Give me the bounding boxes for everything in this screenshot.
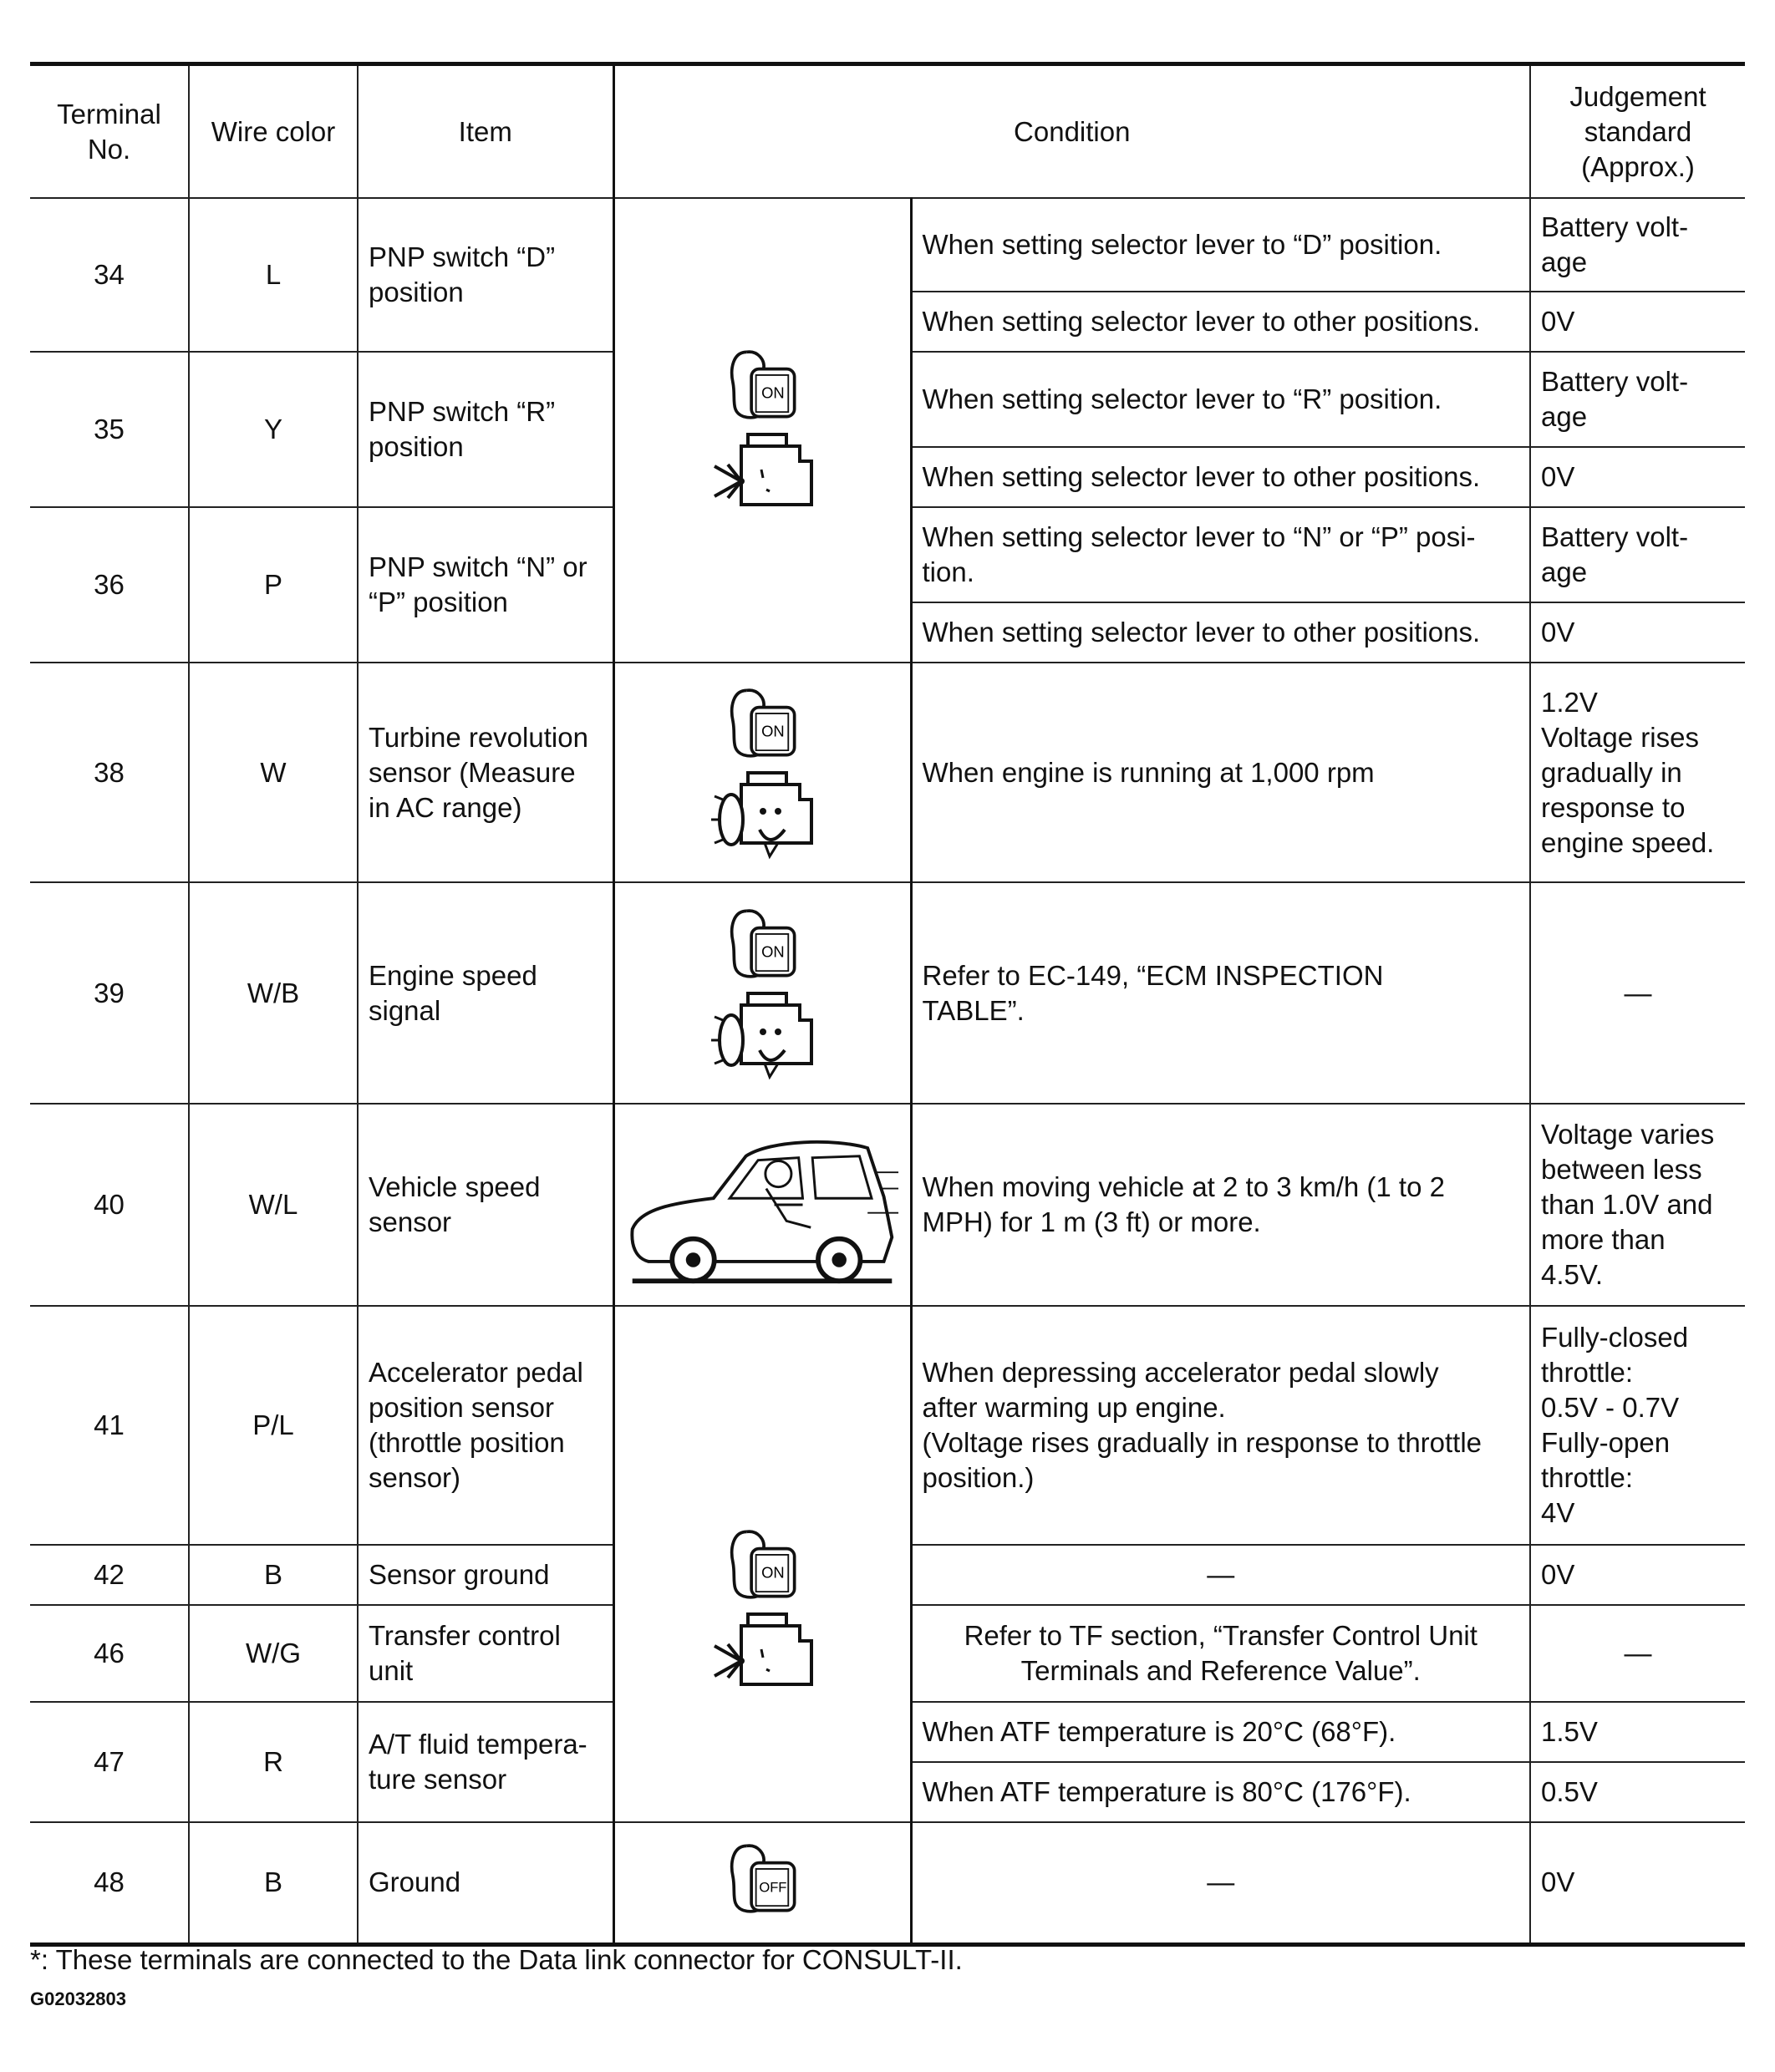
ignition-on-icon [716, 1526, 808, 1602]
judgement: 0V [1530, 1545, 1745, 1605]
item: Transfer control unit [358, 1605, 613, 1702]
item: PNP switch “N” or “P” position [358, 507, 613, 663]
condition: When engine is running at 1,000 rpm [911, 663, 1530, 882]
judgement: Fully-closed throttle: 0.5V - 0.7V Fully-open throttle: 4V [1530, 1306, 1745, 1545]
condition: When ATF temperature is 20°C (68°F). [911, 1702, 1530, 1762]
svg-text:ON: ON [761, 1563, 785, 1582]
table-header-row [30, 64, 1745, 199]
table-row [30, 1822, 1745, 1944]
judgement: — [1530, 1605, 1745, 1702]
ignition-on-icon [716, 684, 808, 761]
judgement: 0V [1530, 292, 1745, 352]
condition: When ATF temperature is 80°C (176°F). [911, 1762, 1530, 1822]
table-row [30, 663, 1745, 882]
wire-color: L [189, 198, 358, 352]
svg-text:ON: ON [761, 942, 785, 961]
condition: When setting selector lever to other positions. [911, 447, 1530, 507]
wire-color: W/G [189, 1605, 358, 1702]
terminal-no: 46 [30, 1605, 189, 1702]
item: A/T fluid tempera- ture sensor [358, 1702, 613, 1822]
wire-color: R [189, 1702, 358, 1822]
header-item: Item [358, 64, 613, 199]
condition-icons [613, 882, 911, 1104]
condition-icons [613, 198, 911, 663]
judgement: 0.5V [1530, 1762, 1745, 1822]
judgement: 1.5V [1530, 1702, 1745, 1762]
wire-color: Y [189, 352, 358, 507]
table-row [30, 198, 1745, 292]
item: Sensor ground [358, 1545, 613, 1605]
terminal-no: 41 [30, 1306, 189, 1545]
condition: When setting selector lever to other positions. [911, 292, 1530, 352]
item: Turbine revolution sensor (Measure in AC range) [358, 663, 613, 882]
terminal-no: 40 [30, 1104, 189, 1306]
footnote: *: These terminals are connected to the Data link connector for CONSULT-II. [30, 1944, 963, 1975]
condition-icons [613, 1306, 911, 1822]
terminal-no: 34 [30, 198, 189, 352]
wire-color: P [189, 507, 358, 663]
ignition-off-icon [716, 1840, 808, 1917]
header-condition: Condition [613, 64, 1530, 199]
judgement: Battery volt- age [1530, 198, 1745, 292]
table-row [30, 882, 1745, 1104]
wire-color: W [189, 663, 358, 882]
engine-stopped-icon [704, 1611, 821, 1694]
item: Ground [358, 1822, 613, 1944]
table-row [30, 1306, 1745, 1545]
condition: — [911, 1822, 1530, 1944]
condition: — [911, 1545, 1530, 1605]
engine-running-icon [704, 769, 821, 861]
figure-id: G02032803 [30, 1988, 126, 2009]
ignition-on-icon [716, 905, 808, 982]
svg-text:ON: ON [761, 722, 785, 740]
judgement: — [1530, 882, 1745, 1104]
item: Engine speed signal [358, 882, 613, 1104]
condition: When setting selector lever to other positions. [911, 602, 1530, 663]
svg-text:OFF: OFF [759, 1879, 787, 1896]
wire-color: B [189, 1822, 358, 1944]
judgement: Battery volt- age [1530, 352, 1745, 447]
condition-icons [613, 1104, 911, 1306]
condition: When depressing accelerator pedal slowly after warming up engine. (Voltage rises gradually in response to throttle position.) [911, 1306, 1530, 1545]
terminal-no: 39 [30, 882, 189, 1104]
item: PNP switch “D” position [358, 198, 613, 352]
judgement: 1.2V Voltage rises gradually in response to engine speed. [1530, 663, 1745, 882]
engine-running-icon [704, 990, 821, 1082]
condition: When setting selector lever to “R” position. [911, 352, 1530, 447]
terminal-no: 42 [30, 1545, 189, 1605]
item: Vehicle speed sensor [358, 1104, 613, 1306]
wire-color: B [189, 1545, 358, 1605]
table-row [30, 1104, 1745, 1306]
judgement: 0V [1530, 447, 1745, 507]
terminal-no: 38 [30, 663, 189, 882]
judgement: 0V [1530, 602, 1745, 663]
wire-color: W/L [189, 1104, 358, 1306]
condition: When setting selector lever to “N” or “P” posi- tion. [911, 507, 1530, 602]
engine-stopped-icon [704, 431, 821, 515]
terminal-reference-table [30, 62, 1745, 1947]
condition: Refer to TF section, “Transfer Control Unit Terminals and Reference Value”. [911, 1605, 1530, 1702]
header-terminal-no: Terminal No. [30, 64, 189, 199]
judgement: Voltage varies between less than 1.0V and more than 4.5V. [1530, 1104, 1745, 1306]
condition: Refer to EC-149, “ECM INSPECTION TABLE”. [911, 882, 1530, 1104]
condition-icons [613, 663, 911, 882]
wire-color: P/L [189, 1306, 358, 1545]
terminal-no: 36 [30, 507, 189, 663]
judgement: Battery volt- age [1530, 507, 1745, 602]
condition-icons [613, 1822, 911, 1944]
terminal-no: 47 [30, 1702, 189, 1822]
terminal-no: 35 [30, 352, 189, 507]
item: PNP switch “R” position [358, 352, 613, 507]
header-wire-color: Wire color [189, 64, 358, 199]
header-judgement-standard: Judgement standard (Approx.) [1530, 64, 1745, 199]
terminal-reference-table-section [30, 62, 1745, 1947]
judgement: 0V [1530, 1822, 1745, 1944]
wire-color: W/B [189, 882, 358, 1104]
item: Accelerator pedal position sensor (throttle position sensor) [358, 1306, 613, 1545]
condition: When moving vehicle at 2 to 3 km/h (1 to 2 MPH) for 1 m (3 ft) or more. [911, 1104, 1530, 1306]
terminal-no: 48 [30, 1822, 189, 1944]
vehicle-moving-icon [624, 1121, 900, 1288]
ignition-on-icon [716, 346, 808, 423]
condition: When setting selector lever to “D” position. [911, 198, 1530, 292]
svg-text:ON: ON [761, 383, 785, 402]
